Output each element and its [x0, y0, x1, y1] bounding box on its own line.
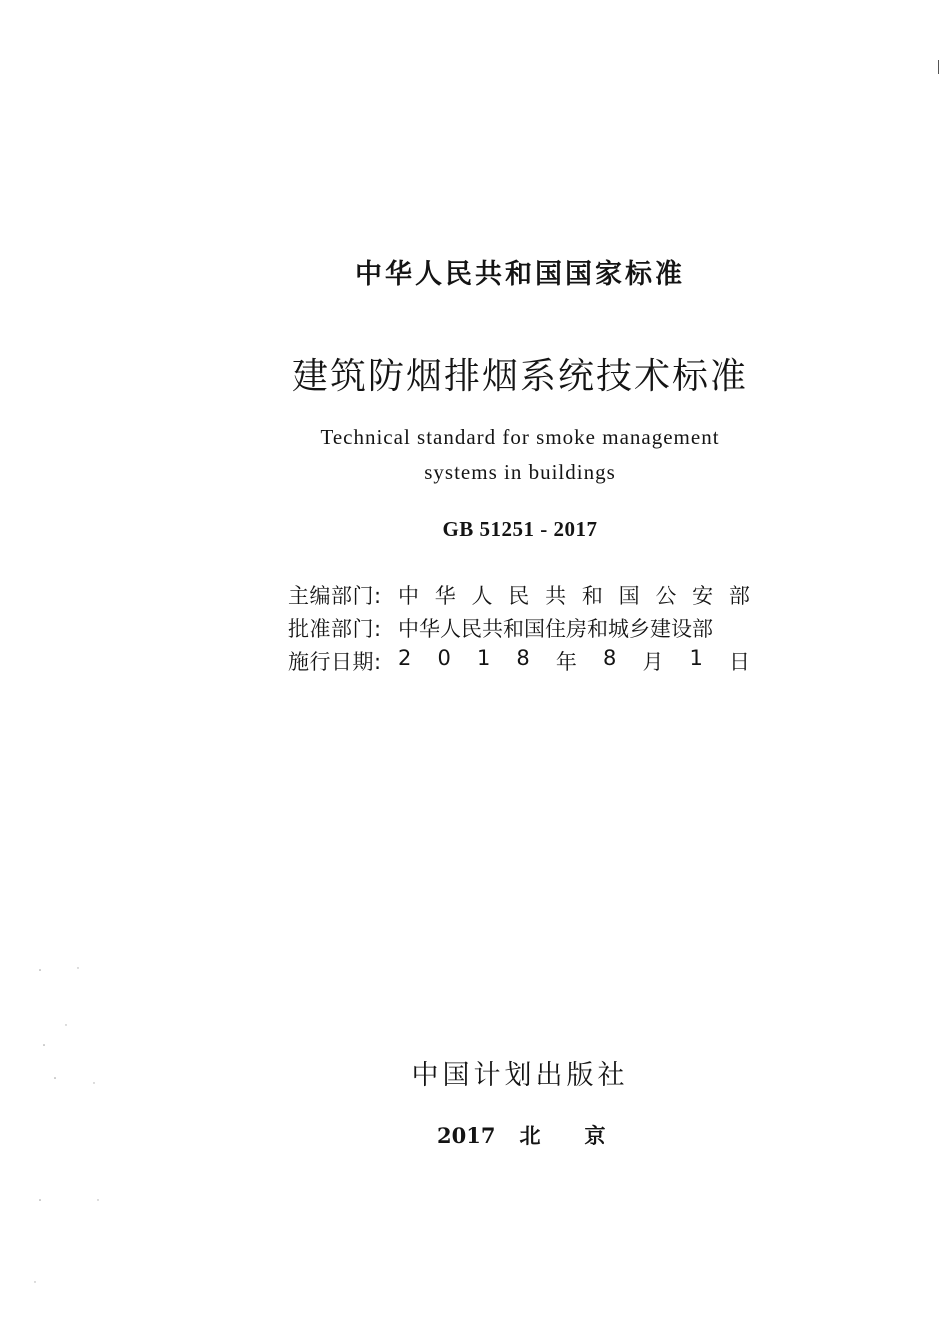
meta-char: 民 — [508, 583, 530, 608]
meta-char: 月 — [642, 649, 664, 674]
meta-text: 中华人民共和国住房和城乡建设部 — [398, 616, 713, 641]
english-title-line-1: Technical standard for smoke management — [320, 425, 720, 449]
standard-title-chinese: 建筑防烟排烟系统技术标准 — [291, 356, 748, 397]
standard-series-heading: 中华人民共和国国家标准 — [355, 259, 685, 290]
meta-char: 1 — [476, 645, 491, 670]
meta-char: 日 — [729, 649, 750, 674]
meta-char: 部 — [728, 583, 750, 608]
publisher-name: 中国计划出版社 — [411, 1060, 629, 1091]
meta-char: 8 — [516, 645, 530, 670]
meta-char: 安 — [692, 583, 714, 608]
meta-char: 0 — [437, 645, 451, 670]
meta-char: 人 — [471, 583, 493, 608]
english-title-line-2: systems in buildings — [424, 460, 616, 484]
meta-char: 年 — [555, 649, 577, 674]
meta-char: 公 — [655, 583, 677, 608]
imprint-city-char: 北 — [519, 1123, 541, 1148]
imprint-city-char: 京 — [584, 1123, 606, 1148]
meta-label: 批准部门: — [288, 616, 382, 641]
meta-char: 1 — [689, 645, 703, 670]
imprint-year: 2017 — [437, 1123, 496, 1148]
standard-code: GB 51251 - 2017 — [442, 517, 598, 541]
meta-char: 和 — [581, 583, 603, 608]
meta-label: 主编部门: — [288, 583, 382, 608]
meta-char: 中 — [398, 583, 419, 608]
meta-char: 8 — [602, 645, 617, 670]
meta-char: 华 — [434, 583, 456, 608]
imprint-line — [437, 1120, 605, 1150]
meta-char: 国 — [618, 583, 640, 608]
meta-label: 施行日期: — [288, 649, 382, 674]
meta-char: 共 — [545, 583, 567, 608]
meta-char: 2 — [398, 645, 412, 670]
